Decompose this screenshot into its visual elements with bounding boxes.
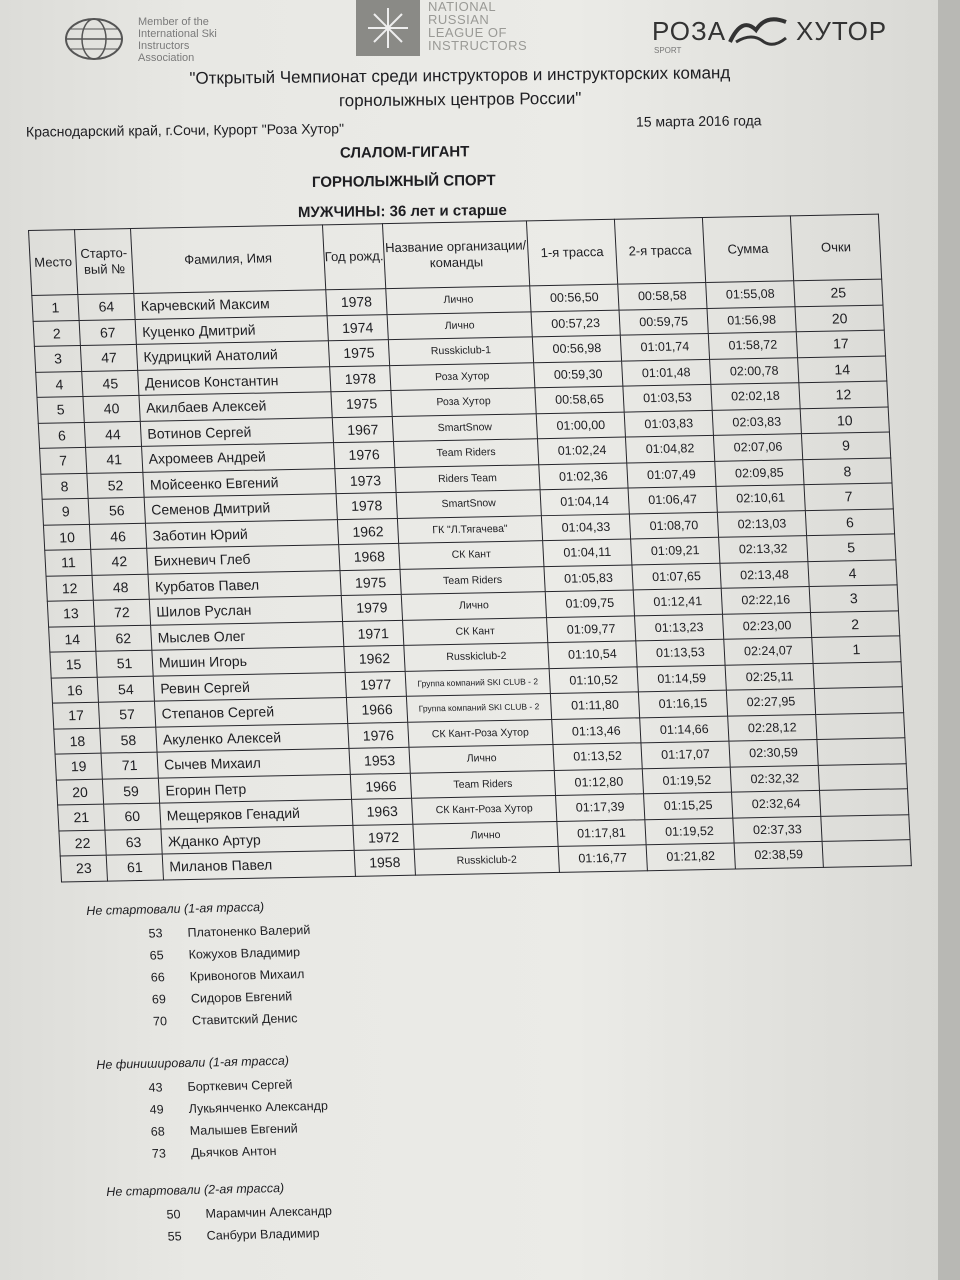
- cell-bib: 42: [91, 548, 148, 575]
- cell-bib: 54: [97, 676, 154, 703]
- cell-year: 1971: [343, 620, 404, 647]
- cell-org: Роза Хутор: [391, 388, 536, 416]
- cell-total: 02:32,32: [730, 765, 819, 792]
- cell-bib: 57: [98, 701, 155, 728]
- col-header-points: Очки: [790, 214, 881, 281]
- cell-year: 1977: [345, 671, 406, 698]
- cell-org: Team Riders: [400, 566, 545, 594]
- cell-run1: 01:02,24: [537, 437, 626, 464]
- cell-place: 22: [59, 830, 106, 856]
- roza-khutor-logo-sub: SPORT: [654, 46, 682, 55]
- cell-points: 9: [801, 432, 890, 459]
- cell-org: Team Riders: [410, 770, 555, 798]
- cell-org: Роза Хутор: [390, 362, 535, 390]
- sport-heading: ГОРНОЛЫЖНЫЙ СПОРТ: [311, 172, 496, 191]
- cell-total: 02:00,78: [710, 357, 799, 384]
- cell-place: 5: [37, 396, 84, 422]
- cell-name: Мишин Игорь: [152, 647, 345, 676]
- cell-total: 02:32,64: [732, 790, 821, 817]
- list-item: [136, 1095, 328, 1121]
- cell-run2: 01:19,52: [642, 767, 731, 794]
- athlete-name: Малышев Евгений: [189, 1121, 299, 1138]
- cell-place: 23: [60, 855, 107, 881]
- cell-run1: 01:10,54: [548, 641, 637, 668]
- cell-org: ГК "Л.Тягачева": [397, 515, 542, 543]
- cell-total: 02:24,07: [724, 638, 813, 665]
- cell-org: Лично: [413, 821, 558, 849]
- event-date: 15 марта 2016 года: [635, 112, 762, 130]
- cell-name: Бихневич Глеб: [147, 545, 340, 574]
- col-header-year: Год рожд.: [322, 224, 385, 290]
- cell-year: 1974: [327, 314, 388, 341]
- cell-place: 16: [51, 677, 98, 703]
- cell-name: Семенов Дмитрий: [144, 494, 337, 523]
- cell-run1: 01:17,39: [556, 794, 645, 821]
- cell-name: Акуленко Алексей: [156, 723, 349, 752]
- cell-bib: 71: [101, 752, 158, 779]
- cell-name: Миланов Павел: [162, 850, 355, 879]
- athlete-name: Платоненко Валерий: [187, 922, 311, 940]
- bib-number: 70: [152, 1014, 168, 1029]
- cell-year: 1968: [339, 543, 400, 570]
- col-header-run2: 2-я трасса: [614, 218, 705, 285]
- cell-place: 19: [55, 753, 102, 779]
- cell-org: Лично: [386, 286, 531, 314]
- cell-points: 8: [803, 457, 892, 484]
- cell-org: СК Кант: [403, 617, 548, 645]
- cell-run1: 01:10,52: [549, 666, 638, 693]
- dns-run2-section: [106, 1180, 334, 1249]
- russian-league-logo: [356, 0, 556, 58]
- cell-run1: 01:04,33: [541, 514, 630, 541]
- cell-bib: 40: [83, 395, 140, 422]
- list-item: [154, 1222, 333, 1248]
- cell-run2: 01:01,74: [620, 333, 709, 360]
- cell-name: Ахромеев Андрей: [142, 443, 335, 472]
- cell-year: 1978: [336, 492, 397, 519]
- cell-year: 1967: [332, 416, 393, 443]
- cell-name: Шилов Руслан: [149, 596, 342, 625]
- cell-year: 1972: [353, 824, 414, 851]
- cell-points: [817, 738, 906, 765]
- dns-run1-section: [86, 899, 315, 1034]
- cell-run1: 00:56,98: [532, 335, 621, 362]
- cell-bib: 41: [86, 446, 143, 473]
- cell-run2: 01:17,07: [641, 741, 730, 768]
- cell-run1: 01:05,83: [544, 564, 633, 591]
- cell-run2: 00:58,58: [618, 282, 707, 309]
- event-location: Краснодарский край, г.Сочи, Курорт "Роза Хутор": [25, 120, 345, 140]
- cell-bib: 46: [89, 523, 146, 550]
- cell-org: Russkiclub-2: [414, 846, 559, 874]
- athlete-name: Кривоногов Михаил: [189, 967, 305, 984]
- list-item: [138, 1139, 330, 1165]
- cell-points: 17: [796, 330, 885, 357]
- cell-place: 6: [38, 422, 85, 448]
- cell-bib: 48: [92, 574, 149, 601]
- bib-number: 66: [150, 970, 166, 985]
- cell-bib: 51: [96, 650, 153, 677]
- cell-place: 1: [32, 295, 79, 321]
- cell-org: SmartSnow: [396, 490, 541, 518]
- cell-bib: 56: [88, 497, 145, 524]
- cell-org: СК Кант-Роза Хутор: [412, 795, 557, 823]
- cell-total: 01:56,98: [707, 306, 796, 333]
- cell-place: 21: [58, 804, 105, 830]
- cell-year: 1975: [340, 569, 401, 596]
- cell-name: Ревин Сергей: [153, 672, 346, 701]
- cell-run1: 01:00,00: [536, 412, 625, 439]
- col-header-total: Сумма: [702, 216, 793, 283]
- cell-total: 02:13,32: [719, 536, 808, 563]
- cell-points: [819, 789, 908, 816]
- cell-points: [818, 763, 907, 790]
- cell-bib: 63: [105, 829, 162, 856]
- cell-points: 10: [800, 407, 889, 434]
- dnf-run1-list: [97, 1073, 331, 1166]
- discipline-heading: СЛАЛОМ-ГИГАНТ: [339, 143, 470, 162]
- results-table-body: [32, 279, 912, 881]
- cell-points: 25: [794, 279, 883, 306]
- cell-run2: 01:07,65: [632, 563, 721, 590]
- cell-place: 14: [49, 626, 96, 652]
- cell-total: 02:03,83: [712, 408, 801, 435]
- cell-run2: 01:21,82: [646, 843, 735, 870]
- athlete-name: Ставитский Денис: [191, 1011, 298, 1028]
- bib-number: 43: [148, 1080, 163, 1095]
- cell-year: 1966: [350, 773, 411, 800]
- cell-org: Team Riders: [393, 439, 538, 467]
- cell-points: [814, 687, 903, 714]
- cell-points: 2: [810, 610, 899, 637]
- cell-name: Мыслев Олег: [151, 621, 344, 650]
- cell-name: Курбатов Павел: [148, 570, 341, 599]
- cell-run2: 01:01,48: [622, 359, 711, 386]
- cell-run1: 00:56,50: [530, 284, 619, 311]
- cell-year: 1962: [344, 645, 405, 672]
- cell-year: 1975: [331, 391, 392, 418]
- title-line-2: горнолыжных центров России": [338, 88, 582, 111]
- cell-place: 8: [41, 473, 88, 499]
- athlete-name: Дьячков Антон: [190, 1143, 277, 1160]
- cell-place: 7: [40, 447, 87, 473]
- cell-points: 20: [795, 305, 884, 332]
- cell-run2: 01:08,70: [629, 512, 718, 539]
- bib-number: 50: [166, 1207, 181, 1222]
- cell-total: 02:38,59: [734, 841, 823, 868]
- cell-points: [816, 712, 905, 739]
- cell-run1: 01:12,80: [554, 768, 643, 795]
- cell-org: Группа компаний SKI CLUB - 2: [405, 668, 550, 696]
- cell-org: Лично: [387, 311, 532, 339]
- athlete-name: Кожухов Владимир: [188, 945, 301, 962]
- globe-icon: [62, 16, 126, 62]
- cell-name: Сычев Михаил: [157, 748, 350, 777]
- cell-run2: 01:14,66: [640, 716, 729, 743]
- cell-place: 15: [50, 651, 97, 677]
- cell-org: Лично: [401, 592, 546, 620]
- cell-year: 1976: [348, 722, 409, 749]
- cell-total: 02:30,59: [729, 739, 818, 766]
- cell-total: 02:23,00: [722, 612, 811, 639]
- cell-points: 3: [809, 585, 898, 612]
- bib-number: 53: [148, 926, 163, 941]
- cell-place: 3: [34, 346, 81, 372]
- bib-number: 68: [150, 1124, 166, 1139]
- cell-run1: 01:11,80: [550, 692, 639, 719]
- cell-year: 1963: [352, 798, 413, 825]
- cell-points: 6: [805, 508, 894, 535]
- cell-total: 02:07,06: [713, 434, 802, 461]
- cell-bib: 52: [87, 472, 144, 499]
- cell-run2: 01:19,52: [645, 818, 734, 845]
- russian-league-logo-text: NATIONAL RUSSIAN LEAGUE OF INSTRUCTORS: [428, 0, 528, 53]
- col-header-run1: 1-я трасса: [526, 219, 617, 286]
- cell-year: 1979: [341, 594, 402, 621]
- cell-year: 1958: [354, 849, 415, 876]
- cell-name: Мойсеенко Евгений: [143, 468, 336, 497]
- cell-run1: 00:59,30: [534, 361, 623, 388]
- cell-run1: 01:17,81: [557, 819, 646, 846]
- cell-total: 01:58,72: [708, 332, 797, 359]
- cell-name: Денисов Константин: [138, 366, 331, 395]
- cell-total: 02:37,33: [733, 816, 822, 843]
- cell-name: Заботин Юрий: [145, 519, 338, 548]
- cell-name: Степанов Сергей: [154, 697, 347, 726]
- list-item: [139, 1007, 315, 1033]
- cell-total: 02:09,85: [715, 459, 804, 486]
- cell-bib: 59: [102, 778, 159, 805]
- cell-run2: 01:06,47: [628, 486, 717, 513]
- cell-run1: 01:04,11: [543, 539, 632, 566]
- cell-name: Мещеряков Генадий: [160, 799, 353, 828]
- cell-bib: 58: [100, 727, 157, 754]
- cell-points: 4: [808, 559, 897, 586]
- cell-year: 1978: [326, 289, 387, 316]
- cell-points: 14: [798, 356, 887, 383]
- dnf-run1-section: [96, 1053, 331, 1166]
- roza-khutor-logo-right: ХУТОР: [796, 16, 888, 46]
- dns-run2-caption: Не стартовали (2-ая трасса): [106, 1180, 285, 1199]
- cell-org: СК Кант: [399, 541, 544, 569]
- title-line-1: "Открытый Чемпионат среди инструкторов и инструкторских команд: [189, 63, 731, 88]
- cell-place: 18: [54, 728, 101, 754]
- cell-place: 13: [47, 600, 94, 626]
- wall-edge: [938, 0, 960, 1280]
- cell-bib: 47: [80, 344, 137, 371]
- roza-khutor-logo-left: РОЗА: [652, 16, 727, 46]
- cell-total: 02:25,11: [725, 663, 814, 690]
- cell-points: [822, 840, 911, 867]
- cell-total: 01:55,08: [706, 281, 795, 308]
- cell-bib: 72: [93, 599, 150, 626]
- star-emblem-icon: [356, 0, 420, 56]
- cell-year: 1978: [330, 365, 391, 392]
- cell-year: 1953: [349, 747, 410, 774]
- cell-org: Russkiclub-1: [388, 337, 533, 365]
- athlete-name: Сидоров Евгений: [190, 989, 293, 1006]
- bib-number: 49: [149, 1102, 164, 1117]
- cell-bib: 45: [82, 370, 139, 397]
- cell-name: Акилбаев Алексей: [139, 392, 332, 421]
- cell-run1: 01:09,77: [547, 615, 636, 642]
- cell-total: 02:02,18: [711, 383, 800, 410]
- cell-run2: 01:07,49: [627, 461, 716, 488]
- cell-place: 9: [42, 498, 89, 524]
- cell-run1: 00:57,23: [531, 310, 620, 337]
- col-header-org: Название организации/ команды: [382, 221, 529, 289]
- cell-place: 2: [33, 320, 80, 346]
- cell-run1: 01:13,52: [553, 743, 642, 770]
- cell-year: 1966: [346, 696, 407, 723]
- cell-year: 1973: [335, 467, 396, 494]
- cell-points: 5: [807, 534, 896, 561]
- cell-org: Лично: [409, 745, 554, 773]
- cell-org: СК Кант-Роза Хутор: [408, 719, 553, 747]
- cell-year: 1975: [328, 340, 389, 367]
- cell-run2: 01:12,41: [633, 588, 722, 615]
- cell-run2: 01:14,59: [637, 665, 726, 692]
- cell-place: 20: [56, 779, 103, 805]
- cell-bib: 67: [79, 319, 136, 346]
- cell-org: Группа компаний SKI CLUB - 2: [406, 694, 551, 722]
- bib-number: 55: [167, 1229, 182, 1244]
- cell-name: Жданко Артур: [161, 825, 354, 854]
- dns-run2-list: [107, 1200, 334, 1249]
- cell-year: 1962: [337, 518, 398, 545]
- cell-name: Егорин Петр: [158, 774, 351, 803]
- cell-bib: 60: [104, 803, 161, 830]
- cell-total: 02:10,61: [716, 485, 805, 512]
- cell-place: 17: [52, 702, 99, 728]
- cell-run2: 00:59,75: [619, 308, 708, 335]
- cell-name: Кудрицкий Анатолий: [136, 341, 329, 370]
- cell-org: Riders Team: [395, 464, 540, 492]
- dnf-run1-caption: Не финишировали (1-ая трасса): [96, 1053, 290, 1072]
- col-header-place: Место: [29, 230, 78, 296]
- col-header-bib: Старто- вый №: [75, 229, 134, 295]
- bib-number: 73: [151, 1146, 167, 1161]
- cell-run1: 01:04,14: [540, 488, 629, 515]
- cell-run1: 01:09,75: [545, 590, 634, 617]
- cell-place: 11: [45, 549, 92, 575]
- category-heading: МУЖЧИНЫ: 36 лет и старше: [297, 201, 507, 222]
- mountain-mark-icon: [726, 12, 792, 48]
- cell-org: SmartSnow: [392, 413, 537, 441]
- cell-name: Карчевский Максим: [134, 290, 327, 319]
- cell-points: [821, 814, 910, 841]
- col-header-name: Фамилия, Имя: [131, 225, 326, 294]
- bib-number: 69: [151, 992, 167, 1007]
- cell-points: 7: [804, 483, 893, 510]
- cell-place: 12: [46, 575, 93, 601]
- cell-run2: 01:04,82: [625, 435, 714, 462]
- cell-run2: 01:09,21: [631, 537, 720, 564]
- cell-run1: 00:58,65: [535, 386, 624, 413]
- roza-khutor-logo: [650, 12, 888, 55]
- athlete-name: Марамчин Александр: [205, 1203, 333, 1221]
- cell-total: 02:22,16: [721, 587, 810, 614]
- cell-run1: 01:02,36: [539, 463, 628, 490]
- cell-name: Куценко Дмитрий: [135, 315, 328, 344]
- cell-total: 02:28,12: [728, 714, 817, 741]
- dns-run1-list: [87, 919, 315, 1034]
- document-title: [120, 60, 800, 115]
- cell-year: 1976: [334, 442, 395, 469]
- cell-points: 1: [812, 636, 901, 663]
- cell-run2: 01:13,53: [636, 639, 725, 666]
- athlete-name: Борткевич Сергей: [187, 1077, 293, 1094]
- cell-total: 02:13,48: [720, 561, 809, 588]
- athlete-name: Санбури Владимир: [206, 1226, 320, 1243]
- cell-run2: 01:03,83: [624, 410, 713, 437]
- isia-logo-text: Member of the International Ski Instructors Association: [138, 16, 217, 64]
- cell-points: [813, 661, 902, 688]
- cell-run2: 01:16,15: [638, 690, 727, 717]
- dns-run1-caption: Не стартовали (1-ая трасса): [86, 899, 265, 918]
- cell-bib: 64: [78, 293, 135, 320]
- cell-place: 4: [36, 371, 83, 397]
- cell-total: 02:13,03: [717, 510, 806, 537]
- cell-name: Вотинов Сергей: [140, 417, 333, 446]
- cell-org: Russkiclub-2: [404, 643, 549, 671]
- cell-run2: 01:03,53: [623, 384, 712, 411]
- athlete-name: Лукьянченко Александр: [188, 1098, 329, 1116]
- cell-total: 02:27,95: [726, 688, 815, 715]
- cell-bib: 62: [95, 625, 152, 652]
- cell-bib: 44: [84, 421, 141, 448]
- isia-logo: [62, 16, 252, 66]
- cell-run1: 01:13,46: [552, 717, 641, 744]
- cell-place: 10: [43, 524, 90, 550]
- results-table-wrapper: [28, 214, 911, 882]
- cell-run1: 01:16,77: [558, 845, 647, 872]
- cell-points: 12: [799, 381, 888, 408]
- cell-run2: 01:13,23: [634, 614, 723, 641]
- cell-run2: 01:15,25: [644, 792, 733, 819]
- bib-number: 65: [149, 948, 164, 963]
- cell-bib: 61: [106, 854, 163, 881]
- results-table: [28, 214, 912, 882]
